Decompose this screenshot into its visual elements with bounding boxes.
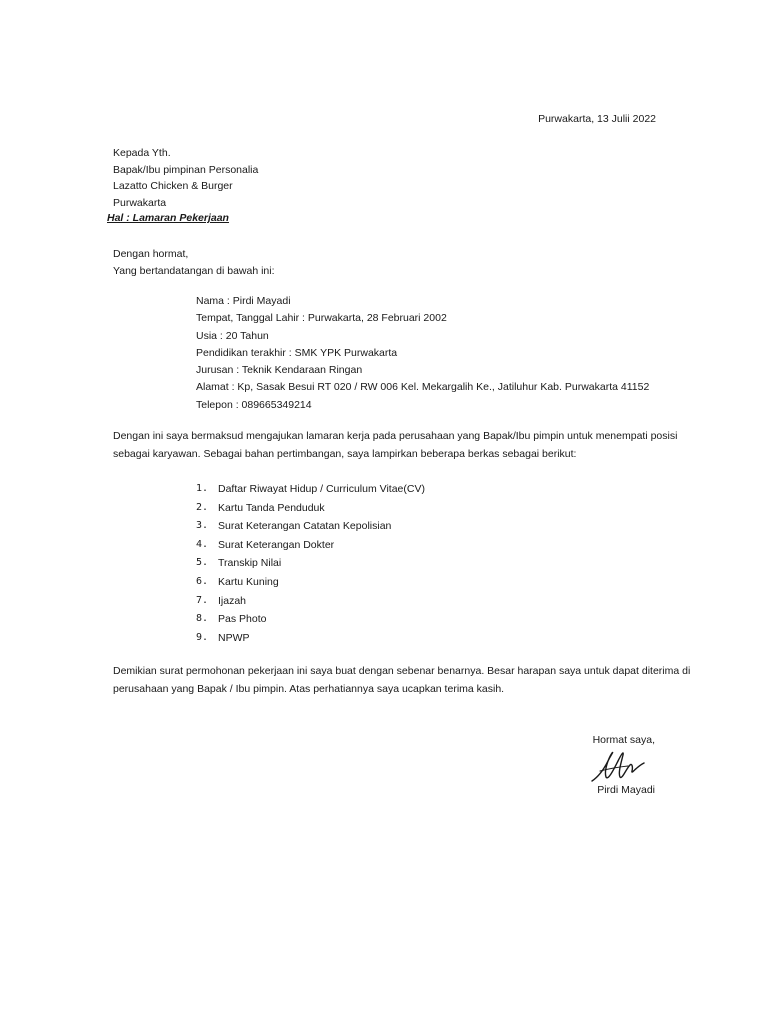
list-label: Surat Keterangan Catatan Kepolisian [218,520,392,533]
list-label: Kartu Tanda Penduduk [218,501,325,514]
identity-block [196,295,649,416]
list-number: 4. [196,538,209,550]
letter-date: Purwakarta, 13 Julii 2022 [538,113,656,125]
salutation: Dengan hormat, [113,248,189,260]
paragraph-line: sebagai karyawan. Sebagai bahan pertimbangan, saya lampirkan beberapa berkas sebagai berikut: [113,448,577,460]
list-number: 7. [196,594,209,606]
closing-phrase: Hormat saya, [592,734,655,746]
identity-birth: Tempat, Tanggal Lahir : Purwakarta, 28 Februari 2002 [196,312,447,325]
identity-phone: Telepon : 089665349214 [196,398,312,411]
closing-paragraph [113,665,691,701]
list-item [196,632,425,651]
list-number: 9. [196,631,209,643]
signature-icon [588,747,648,785]
recipient-line: Bapak/Ibu pimpinan Personalia [113,163,259,176]
list-number: 2. [196,501,209,513]
list-label: NPWP [218,631,250,644]
attachment-list [196,483,425,650]
identity-name: Nama : Pirdi Mayadi [196,295,291,307]
recipient-line: Purwakarta [113,196,167,209]
list-label: Transkip Nilai [218,557,282,570]
letter-subject: Hal : Lamaran Pekerjaan [107,212,229,224]
paragraph-line: Demikian surat permohonan pekerjaan ini saya buat dengan sebenar benarnya. Besar harapan saya untuk dapat diterima di [113,665,691,677]
list-number: 1. [196,483,209,494]
list-number: 5. [196,557,209,569]
list-item [196,595,425,614]
list-number: 6. [196,575,209,587]
list-label: Daftar Riwayat Hidup / Curriculum Vitae(CV) [218,483,425,495]
list-label: Kartu Kuning [218,575,279,588]
list-item [196,576,425,595]
body-paragraph [113,430,678,466]
identity-address: Alamat : Kp, Sasak Besui RT 020 / RW 006 Kel. Mekargalih Ke., Jatiluhur Kab. Purwakarta 41152 [196,381,650,394]
paragraph-line: Dengan ini saya bermaksud mengajukan lamaran kerja pada perusahaan yang Bapak/Ibu pimpin untuk menempati posisi [113,430,678,442]
list-label: Ijazah [218,594,247,607]
list-item [196,502,425,521]
intro-line: Yang bertandatangan di bawah ini: [113,264,275,277]
identity-major: Jurusan : Teknik Kendaraan Ringan [196,364,363,377]
identity-age: Usia : 20 Tahun [196,329,269,342]
signer-name: Pirdi Mayadi [597,784,655,796]
list-item [196,539,425,558]
list-item [196,557,425,576]
list-label: Surat Keterangan Dokter [218,538,335,551]
list-label: Pas Photo [218,613,267,626]
paragraph-line: perusahaan yang Bapak / Ibu pimpin. Atas perhatiannya saya ucapkan terima kasih. [113,683,505,695]
recipient-line: Kepada Yth. [113,147,171,159]
list-number: 3. [196,520,209,532]
identity-education: Pendidikan terakhir : SMK YPK Purwakarta [196,346,398,359]
list-item [196,613,425,632]
list-item [196,520,425,539]
list-number: 8. [196,613,209,625]
greeting-block [113,248,275,281]
recipient-line: Lazatto Chicken & Burger [113,180,233,192]
list-item [196,483,425,502]
recipient-block [113,147,258,213]
